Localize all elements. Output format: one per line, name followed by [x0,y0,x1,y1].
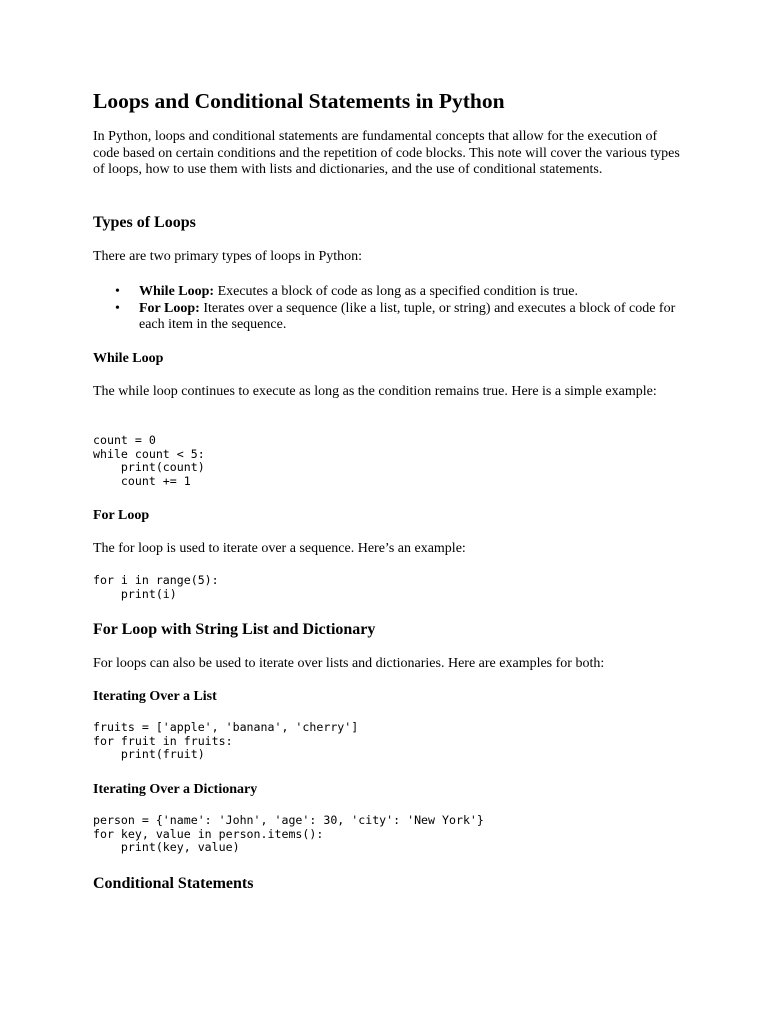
list-item [93,284,683,301]
for-loop-code: for i in range(5): print(i) [93,573,219,601]
conditional-statements-heading: Conditional Statements [93,875,254,892]
list-item-desc: Iterates over a sequence (like a list, tuple, or string) and executes a block of code for each item in the sequence. [139,300,676,333]
iterating-list-code: fruits = ['apple', 'banana', 'cherry'] for fruit in fruits: print(fruit) [93,720,359,762]
loop-types-list [93,284,683,334]
list-item-term: While Loop: [139,284,215,299]
list-item-desc: Executes a block of code as long as a specified condition is true. [214,284,578,299]
bullet-icon: • [115,284,120,299]
bullet-icon: • [115,300,120,316]
iterating-dict-code: person = {'name': 'John', 'age': 30, 'city': 'New York'} for key, value in person.items(): print(key, value) [93,813,484,855]
while-loop-heading: While Loop [93,351,164,366]
list-item-term: For Loop: [139,300,200,316]
for-loop-text: The for loop is used to iterate over a sequence. Here’s an example: [93,541,466,556]
for-loop-list-dict-heading: For Loop with String List and Dictionary [93,621,376,638]
iterating-list-heading: Iterating Over a List [93,689,217,704]
list-item [93,301,683,334]
while-loop-text: The while loop continues to execute as long as the condition remains true. Here is a simple example: [93,384,657,399]
page-title: Loops and Conditional Statements in Python [93,89,505,113]
while-loop-code: count = 0 while count < 5: print(count) count += 1 [93,433,205,489]
iterating-dict-heading: Iterating Over a Dictionary [93,782,258,797]
for-loop-list-dict-text: For loops can also be used to iterate over lists and dictionaries. Here are examples for both: [93,656,605,671]
types-of-loops-heading: Types of Loops [93,214,196,231]
intro-paragraph: In Python, loops and conditional statements are fundamental concepts that allow for the execution of code based on certain conditions and the repetition of code blocks. This note will cover the various types of loops, how to use them with lists and dictionaries, and the use of conditional statements. [93,129,680,178]
for-loop-heading: For Loop [93,508,150,523]
types-of-loops-text: There are two primary types of loops in Python: [93,249,363,264]
